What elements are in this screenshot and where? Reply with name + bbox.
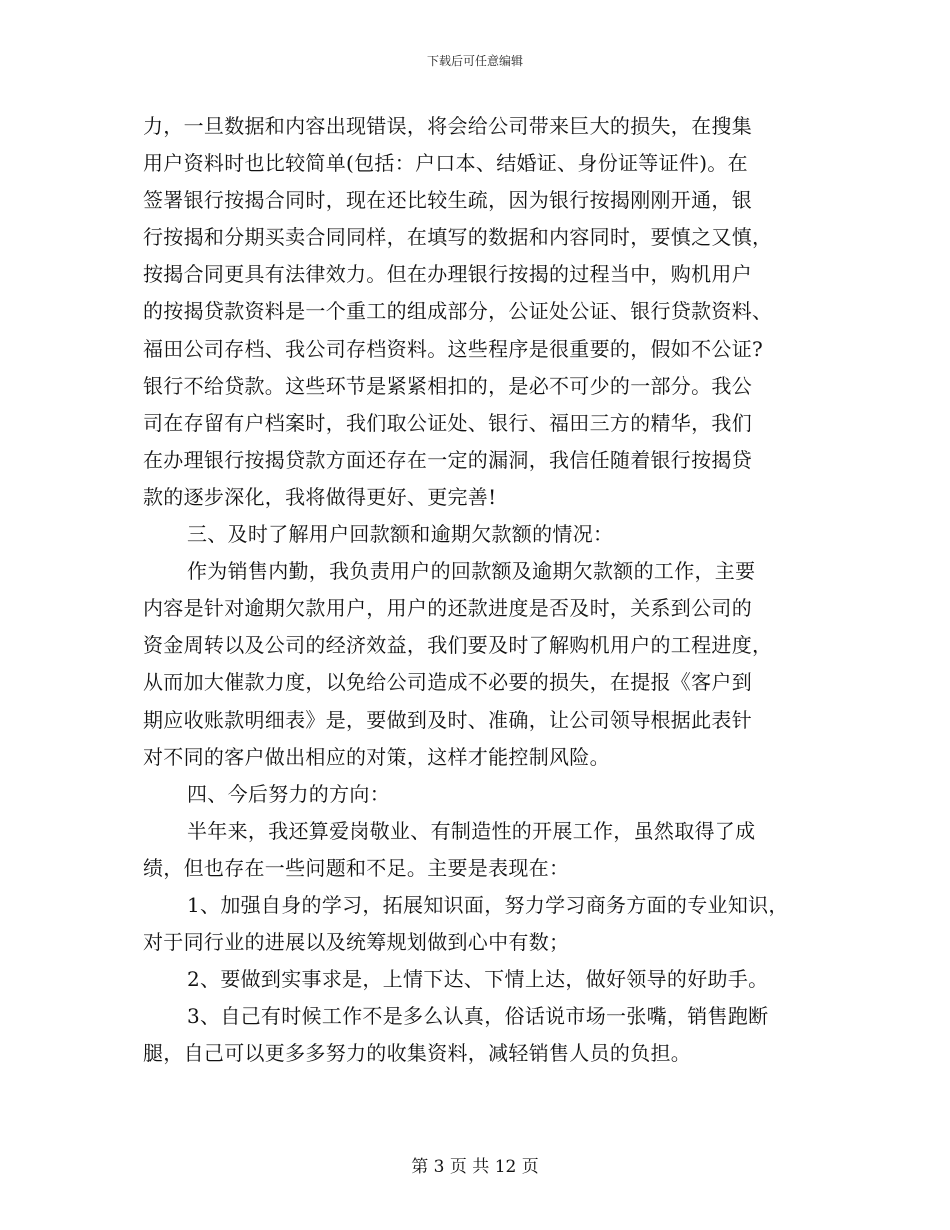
- text-line: 福田公司存档、我公司存档资料。这些程序是很重要的，假如不公证?: [143, 336, 764, 361]
- text-line: 签署银行按揭合同时，现在还比较生疏，因为银行按揭刚刚开通，银: [143, 188, 752, 213]
- text-line: 作为销售内勤，我负责用户的回款额及逾期欠款额的工作，主要: [187, 559, 756, 584]
- text-line: 半年来，我还算爱岗敬业、有制造性的开展工作，虽然取得了成: [187, 818, 756, 843]
- text-line: 资金周转以及公司的经济效益，我们要及时了解购机用户的工程进度，: [143, 633, 773, 658]
- text-line: 3、自己有时候工作不是多么认真，俗话说市场一张嘴，销售跑断: [187, 1004, 769, 1029]
- text-line: 对不同的客户做出相应的对策，这样才能控制风险。: [143, 744, 610, 769]
- document-body: [143, 108, 823, 1072]
- text-line: 从而加大催款力度，以免给公司造成不必要的损失，在提报《客户到: [143, 670, 752, 695]
- text-line: 内容是针对逾期欠款用户，用户的还款进度是否及时，关系到公司的: [143, 596, 752, 621]
- text-line: 绩，但也存在一些问题和不足。主要是表现在：: [143, 855, 570, 880]
- text-line: 期应收账款明细表》是，要做到及时、准确，让公司领导根据此表针: [143, 707, 752, 732]
- text-line: 对于同行业的进展以及统筹规划做到心中有数；: [143, 930, 570, 955]
- text-line: 1、加强自身的学习，拓展知识面，努力学习商务方面的专业知识，: [187, 892, 789, 917]
- text-line: 腿，自己可以更多多努力的收集资料，减轻销售人员的负担。: [143, 1041, 692, 1066]
- page-footer-page-number: 第 3 页 共 12 页: [411, 1157, 539, 1177]
- page-header: 下载后可任意编辑: [426, 54, 523, 68]
- text-line: 银行不给贷款。这些环节是紧紧相扣的，是必不可少的一部分。我公: [143, 373, 752, 398]
- text-line: 用户资料时也比较简单(包括：户口本、结婚证、身份证等证件)。在: [143, 151, 748, 176]
- text-line: 的按揭贷款资料是一个重工的组成部分，公证处公证、银行贷款资料、: [143, 299, 773, 324]
- text-line: 在办理银行按揭贷款方面还存在一定的漏洞，我信任随着银行按揭贷: [143, 447, 752, 472]
- text-line: 行按揭和分期买卖合同同样，在填写的数据和内容同时，要慎之又慎，: [143, 225, 773, 250]
- text-line: 司在存留有户档案时，我们取公证处、银行、福田三方的精华，我们: [143, 410, 752, 435]
- text-line: 款的逐步深化，我将做得更好、更完善!: [143, 484, 497, 509]
- text-line: 2、要做到实事求是，上情下达、下情上达，做好领导的好助手。: [187, 967, 769, 992]
- text-line: 四、今后努力的方向：: [187, 781, 390, 806]
- text-line: 三、及时了解用户回款额和逾期欠款额的情况：: [187, 522, 614, 547]
- text-line: 力，一旦数据和内容出现错误，将会给公司带来巨大的损失，在搜集: [143, 114, 752, 138]
- text-line: 按揭合同更具有法律效力。但在办理银行按揭的过程当中，购机用户: [143, 262, 752, 287]
